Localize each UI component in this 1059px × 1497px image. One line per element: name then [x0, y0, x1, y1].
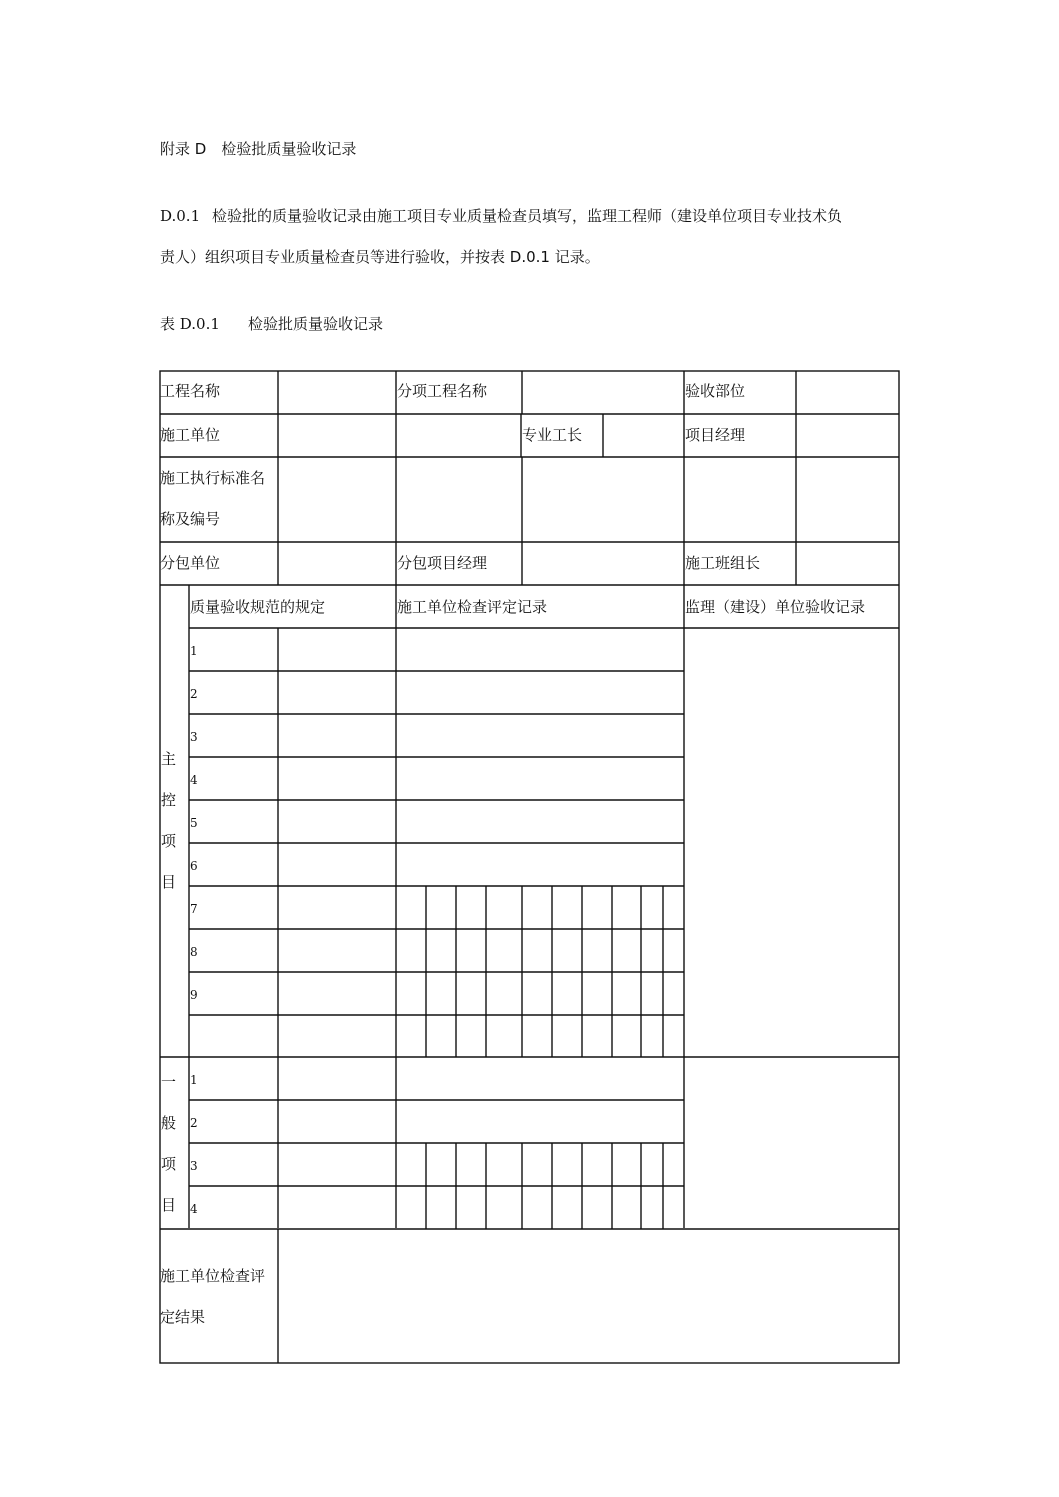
standard-label-line2: 称及编号	[160, 510, 221, 528]
result-label-line2: 定结果	[160, 1308, 206, 1326]
main-item-number: 8	[190, 945, 198, 959]
supervisor-record-header: 监理（建设）单位验收记录	[685, 598, 866, 616]
main-item-number: 9	[190, 988, 198, 1002]
main-item-number: 7	[190, 902, 198, 916]
general-item-number: 2	[190, 1116, 198, 1130]
main-item-number: 4	[190, 773, 198, 787]
standard-label-line1: 施工执行标准名	[160, 469, 266, 487]
main-item-number: 5	[190, 816, 198, 830]
main-item-number: 3	[190, 730, 198, 744]
general-item-number: 1	[190, 1073, 198, 1087]
main-item-number: 2	[190, 687, 198, 701]
main-item-number: 6	[190, 859, 198, 873]
appendix-heading: 附录 D 检验批质量验收记录	[160, 140, 357, 158]
acceptance-part-label: 验收部位	[685, 382, 746, 400]
subcontract-manager-label: 分包项目经理	[397, 554, 488, 572]
team-leader-label: 施工班组长	[685, 554, 761, 572]
result-label-line1: 施工单位检查评	[160, 1267, 266, 1285]
general-item-number: 3	[190, 1159, 198, 1173]
contractor-record-header: 施工单位检查评定记录	[397, 598, 548, 616]
foreman-label: 专业工长	[522, 426, 583, 444]
sub-project-name-label: 分项工程名称	[397, 382, 488, 400]
clause-text-line2: 责人）组织项目专业质量检查员等进行验收，并按表 D.0.1 记录。	[160, 248, 600, 266]
general-items-label: 一 般 项 目	[161, 1073, 177, 1214]
table-caption-title: 检验批质量验收记录	[248, 315, 384, 333]
table-caption-number: 表 D.0.1	[160, 315, 220, 333]
clause-number: D.0.1	[160, 207, 201, 225]
project-name-label: 工程名称	[160, 382, 221, 400]
project-manager-label: 项目经理	[685, 426, 746, 444]
main-items-label: 主 控 项 目	[161, 750, 177, 891]
spec-header: 质量验收规范的规定	[190, 598, 326, 616]
main-item-number: 1	[190, 644, 198, 658]
clause-text-line1: 检验批的质量验收记录由施工项目专业质量检查员填写，监理工程师（建设单位项目专业技术负	[212, 207, 843, 225]
subcontractor-label: 分包单位	[160, 554, 221, 572]
general-item-number: 4	[190, 1202, 198, 1216]
construction-unit-label: 施工单位	[160, 426, 221, 444]
